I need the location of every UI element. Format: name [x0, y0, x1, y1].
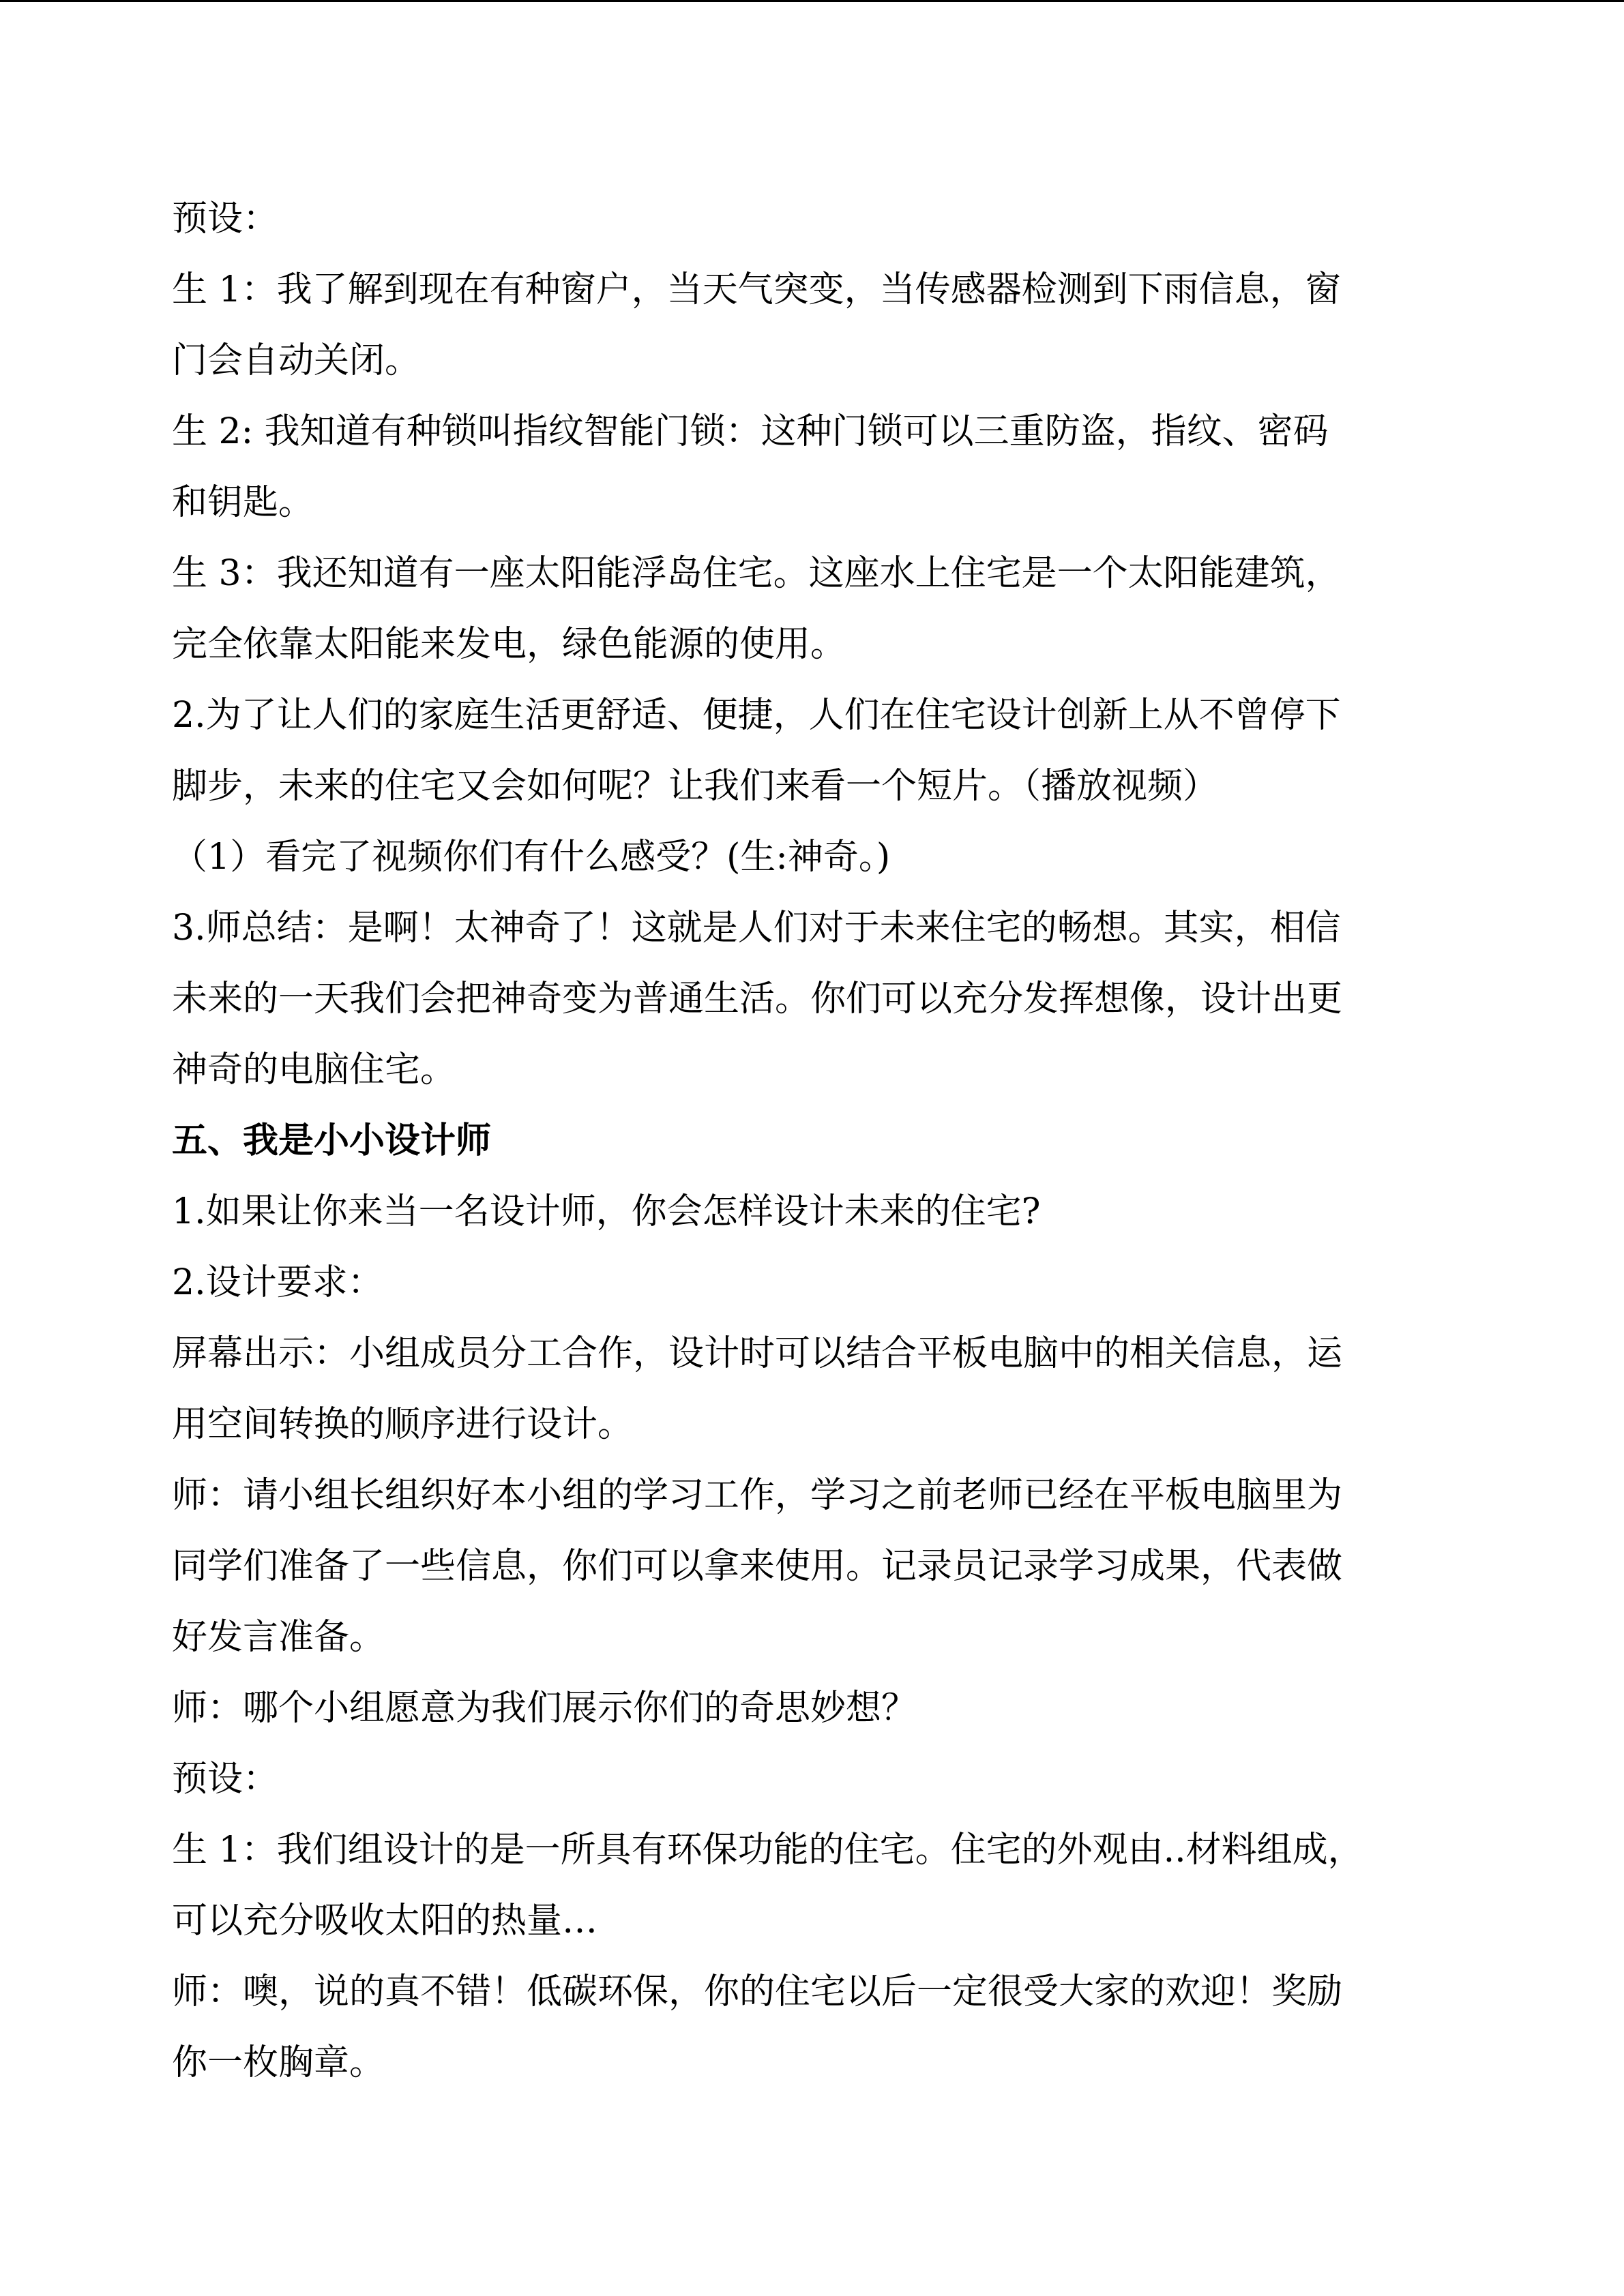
text-line: 好发言准备。	[172, 1617, 385, 1658]
text-line: 师：哪个小组愿意为我们展示你们的奇思妙想？	[172, 1688, 917, 1729]
text-line: 脚步，未来的住宅又会如何呢？让我们来看一个短片。（播放视频）	[172, 766, 1219, 807]
text-line: 生 1：我了解到现在有种窗户，当天气突变，当传感器检测到下雨信息，窗	[172, 269, 1341, 310]
text-line: 师：请小组长组织好本小组的学习工作，学习之前老师已经在平板电脑里为	[172, 1475, 1343, 1516]
text-line: 门会自动关闭。	[172, 340, 421, 381]
text-line: 同学们准备了一些信息，你们可以拿来使用。记录员记录学习成果，代表做	[172, 1546, 1343, 1587]
text-line: 完全依靠太阳能来发电，绿色能源的使用。	[172, 624, 846, 665]
text-line: 2.设计要求：	[172, 1262, 383, 1303]
text-line: 未来的一天我们会把神奇变为普通生活。你们可以充分发挥想像，设计出更	[172, 979, 1343, 1019]
text-line: 可以充分吸收太阳的热量…	[172, 1900, 598, 1941]
text-line: 神奇的电脑住宅。	[172, 1049, 456, 1090]
text-line: 生 2: 我知道有种锁叫指纹智能门锁：这种门锁可以三重防盗，指纹、密码	[172, 411, 1329, 452]
text-line: 师：噢，说的真不错！低碳环保，你的住宅以后一定很受大家的欢迎！奖励	[172, 1971, 1343, 2012]
text-line: 预设：	[172, 1759, 279, 1800]
text-line: 2.为了让人们的家庭生活更舒适、便捷，人们在住宅设计创新上从不曾停下	[172, 695, 1341, 736]
text-line: 生 1：我们组设计的是一所具有环保功能的住宅。住宅的外观由..材料组成，	[172, 1830, 1363, 1870]
text-line: 生 3：我还知道有一座太阳能浮岛住宅。这座水上住宅是一个太阳能建筑，	[172, 553, 1341, 594]
document-body	[172, 183, 1441, 2098]
text-line: 用空间转换的顺序进行设计。	[172, 1404, 634, 1445]
text-line: 和钥匙。	[172, 482, 314, 523]
text-line: 屏幕出示：小组成员分工合作，设计时可以结合平板电脑中的相关信息，运	[172, 1333, 1343, 1374]
text-line: 1.如果让你来当一名设计师，你会怎样设计未来的住宅?	[172, 1191, 1041, 1232]
section-heading: 五、我是小小设计师	[172, 1120, 492, 1161]
text-line: （1）看完了视频你们有什么感受？(生:神奇。)	[172, 837, 891, 878]
text-line: 3.师总结：是啊！太神奇了！这就是人们对于未来住宅的畅想。其实，相信	[172, 908, 1341, 949]
text-line: 你一枚胸章。	[172, 2042, 385, 2083]
text-line: 预设：	[172, 198, 279, 239]
